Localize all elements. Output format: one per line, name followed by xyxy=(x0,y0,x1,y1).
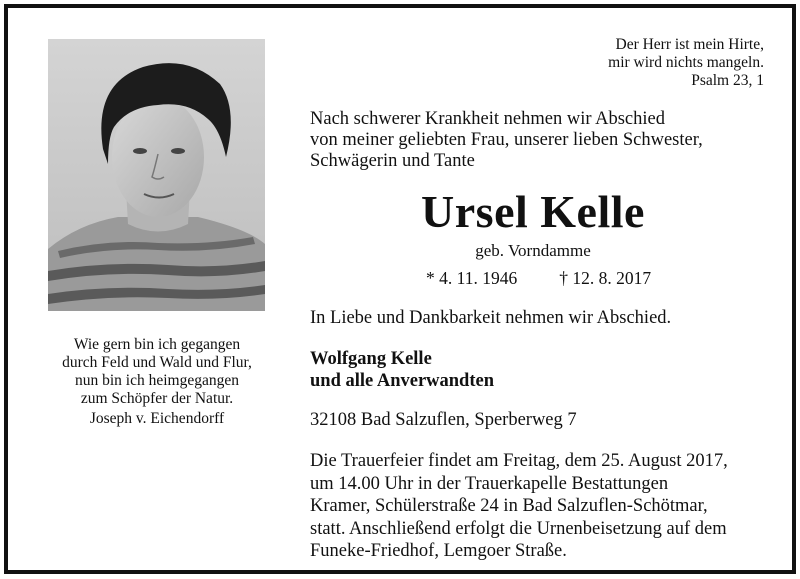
poem-line: nun bin ich heimgegangen xyxy=(75,372,239,389)
family-line: und alle Anverwandten xyxy=(310,371,495,391)
address: 32108 Bad Salzuflen, Sperberweg 7 xyxy=(310,410,577,430)
psalm-quote xyxy=(608,36,764,90)
psalm-reference: Psalm 23, 1 xyxy=(691,72,764,89)
deceased-name: Ursel Kelle xyxy=(421,186,645,237)
portrait-image xyxy=(48,39,265,311)
ceremony-info xyxy=(310,450,728,563)
maiden-name: geb. Vorndamme xyxy=(475,241,591,260)
intro-line: Schwägerin und Tante xyxy=(310,151,475,171)
obituary-frame xyxy=(4,4,796,574)
family-line: Wolfgang Kelle xyxy=(310,349,432,369)
ceremony-line: Kramer, Schülerstraße 24 in Bad Salzuflen-Schötmar, xyxy=(310,496,708,516)
poem-line: durch Feld und Wald und Flur, xyxy=(62,354,252,371)
intro-line: Nach schwerer Krankheit nehmen wir Abschied xyxy=(310,109,665,129)
ceremony-line: um 14.00 Uhr in der Trauerkapelle Bestattungen xyxy=(310,473,669,494)
poem-author: Joseph v. Eichendorff xyxy=(89,410,225,427)
thanks-text: In Liebe und Dankbarkeit nehmen wir Abschied. xyxy=(310,308,672,328)
portrait-photo xyxy=(48,39,265,311)
ceremony-line: Funeke-Friedhof, Lemgoer Straße. xyxy=(310,541,567,561)
intro-text xyxy=(310,109,703,172)
poem xyxy=(28,336,286,428)
family-signature xyxy=(310,348,494,392)
poem-line: Wie gern bin ich gegangen xyxy=(73,336,241,353)
death-date: † 12. 8. 2017 xyxy=(559,268,652,288)
ceremony-line: statt. Anschließend erfolgt die Urnenbeisetzung auf dem xyxy=(310,518,727,539)
poem-line: zum Schöpfer der Natur. xyxy=(80,390,234,407)
life-dates xyxy=(426,267,651,289)
birth-date: * 4. 11. 1946 xyxy=(426,268,518,288)
psalm-line: mir wird nichts mangeln. xyxy=(608,54,764,71)
ceremony-line: Die Trauerfeier findet am Freitag, dem 25. August 2017, xyxy=(310,451,728,471)
intro-line: von meiner geliebten Frau, unserer lieben Schwester, xyxy=(310,130,703,150)
psalm-line: Der Herr ist mein Hirte, xyxy=(615,36,764,53)
